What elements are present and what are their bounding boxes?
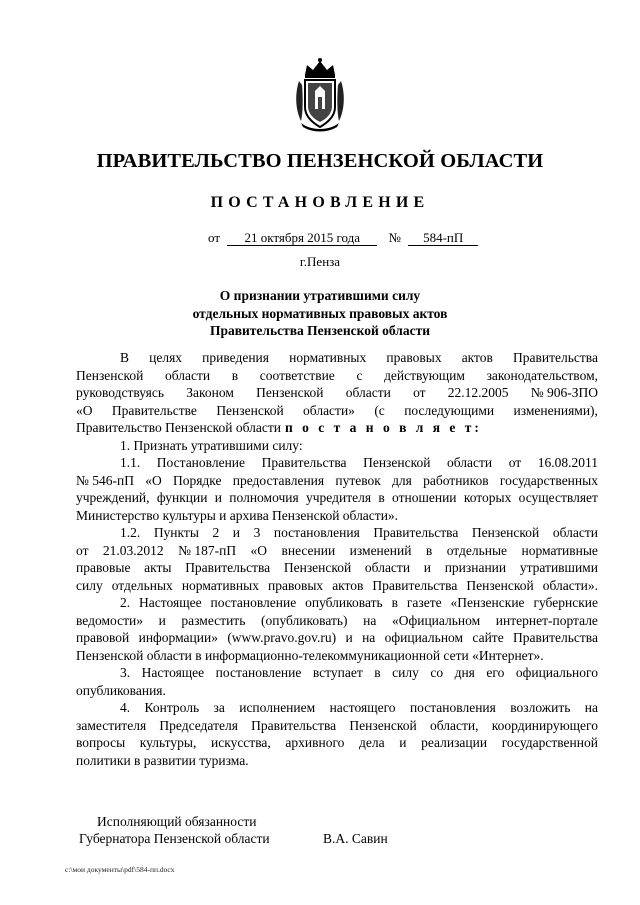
word: Председателя	[159, 717, 238, 733]
word: акты	[144, 560, 172, 575]
date-prefix: от	[208, 230, 221, 245]
word: области».	[542, 577, 598, 593]
number-prefix: №	[388, 230, 401, 245]
word: Пензенской	[471, 525, 540, 540]
paragraph-line	[76, 559, 598, 577]
paragraph-line	[76, 717, 598, 735]
word: изменениями),	[513, 402, 598, 418]
word: и	[345, 630, 353, 645]
paragraph-line	[76, 507, 598, 525]
item-1	[76, 437, 598, 455]
word: и	[232, 525, 240, 540]
paragraph-line	[76, 682, 598, 700]
word: постановление	[210, 595, 297, 610]
item-3	[76, 664, 598, 699]
paragraph-line	[76, 367, 598, 385]
word: Правительства	[373, 525, 459, 540]
word: области,	[430, 717, 479, 733]
word: Пензенской	[349, 717, 417, 733]
coat-of-arms-icon	[293, 57, 347, 133]
paragraph-line	[76, 419, 598, 437]
word: сайте	[472, 630, 504, 645]
resolution-verb: п о с т а н о в л я е т:	[285, 420, 482, 435]
word: отдельные	[446, 542, 508, 558]
word: 22.12.2005	[447, 385, 509, 400]
word: изменений	[349, 542, 412, 558]
word: работников	[423, 472, 489, 488]
word: предоставления	[232, 472, 325, 488]
word: 1.1.	[120, 455, 141, 470]
word: функции	[156, 490, 208, 505]
word: государственных	[499, 472, 598, 488]
paragraph-text: 1. Признать утратившими силу:	[120, 437, 303, 453]
word: правовые	[76, 560, 131, 575]
word: осуществляет	[518, 490, 598, 505]
paragraph-line	[76, 524, 598, 542]
word: интернет-портале	[495, 612, 598, 628]
word: ведомости»	[76, 612, 143, 628]
word: № 906-ЗПО	[530, 385, 598, 400]
word: 4.	[120, 700, 131, 715]
word: действующим	[384, 367, 465, 383]
word: области	[447, 455, 493, 470]
word: 2	[212, 525, 220, 540]
word: постановления	[273, 525, 360, 540]
word: области»	[303, 402, 355, 418]
word: руководствуясь	[76, 385, 165, 400]
paragraph-text: политики в развитии туризма.	[76, 752, 249, 768]
signatory-title: Губернатора Пензенской области	[79, 831, 270, 846]
word: актов	[461, 350, 493, 365]
file-path-footer: c:\мои документы\pdf\584-пп.docx	[65, 865, 175, 874]
item-1-1	[76, 454, 598, 524]
paragraph-line	[76, 542, 598, 560]
word: (опубликовать)	[260, 612, 348, 628]
word: (www.pravo.gov.ru)	[227, 630, 337, 645]
word: вступает	[312, 665, 363, 680]
word: которых	[463, 490, 512, 505]
word: в	[374, 665, 381, 680]
paragraph-line	[76, 402, 598, 420]
paragraph-line	[76, 612, 598, 630]
word: области	[345, 385, 391, 400]
word: соответствие	[259, 367, 335, 383]
word: Пензенской	[283, 560, 352, 575]
word: Контроль	[144, 700, 200, 715]
subject-line: О признании утратившими силу	[219, 288, 421, 303]
word: для	[392, 472, 412, 488]
paragraph-line	[76, 349, 598, 367]
preamble-paragraph	[76, 349, 598, 437]
word: с	[356, 367, 363, 383]
word: 21.03.2012	[102, 542, 164, 558]
city: г.Пенза	[299, 254, 341, 269]
subject-line: отдельных нормативных правовых актов	[192, 305, 448, 321]
paragraph-text: опубликования.	[76, 682, 166, 698]
word: приведения	[202, 350, 269, 365]
word: координирующего	[491, 717, 598, 733]
word: законодательством,	[486, 367, 598, 383]
word: и	[423, 560, 431, 575]
word: области	[164, 367, 211, 383]
word: от	[413, 385, 426, 400]
word: правовых	[386, 350, 442, 365]
word: последующими	[404, 402, 495, 418]
document-type: ПОСТАНОВЛЕНИЕ	[210, 194, 430, 211]
word: № 187-пП	[178, 542, 237, 558]
paragraph-line	[76, 454, 598, 472]
word: путевок	[335, 472, 381, 488]
word: Пензенской	[256, 385, 324, 400]
word: реализации	[421, 735, 488, 750]
word: дела	[359, 735, 385, 750]
paragraph-line	[76, 734, 598, 752]
word: Порядке	[172, 472, 222, 488]
word: опубликовать	[305, 595, 383, 610]
document-number: 584-пП	[408, 230, 478, 246]
word: целях	[149, 350, 183, 365]
signatory-position: Исполняющий обязанности	[97, 814, 257, 829]
word: искусства,	[210, 735, 271, 750]
word: за	[213, 700, 225, 715]
word: В	[120, 350, 130, 365]
word: Законом	[186, 385, 234, 400]
word: «О	[145, 472, 162, 488]
word: в	[391, 595, 398, 610]
item-4	[76, 699, 598, 769]
word: заместителя	[76, 717, 147, 733]
word: и	[399, 735, 407, 750]
subject-line: Правительства Пензенской области	[209, 323, 431, 338]
word: № 546-пП	[76, 472, 134, 488]
item-1-2	[76, 524, 598, 594]
word: отдельных	[111, 577, 173, 593]
word: учреждений,	[76, 490, 150, 505]
word: признании	[444, 560, 507, 575]
word: «Пензенские	[450, 595, 525, 610]
word: официальном	[384, 630, 464, 645]
paragraph-text: Министерство культуры и архива Пензенской области».	[76, 507, 399, 523]
word: утратившими	[519, 560, 598, 575]
word: и	[214, 490, 222, 505]
paragraph-line	[76, 489, 598, 507]
word: государственной	[501, 735, 598, 750]
word: внесении	[281, 542, 336, 558]
word: 3	[253, 525, 261, 540]
word: 1.2.	[120, 525, 141, 540]
word: нормативных	[181, 577, 259, 593]
word: отношении	[392, 490, 457, 505]
paragraph-line	[76, 699, 598, 717]
word: Постановление	[156, 455, 246, 470]
word: Правительства	[513, 630, 598, 645]
document-subject	[0, 287, 640, 340]
word: 2.	[120, 595, 131, 610]
word: Пункты	[153, 525, 199, 540]
word: Правительстве	[111, 402, 197, 418]
word: правовых	[267, 577, 324, 593]
word: и	[158, 612, 166, 628]
word: «О	[76, 402, 93, 418]
word: области	[552, 525, 598, 540]
word: его	[486, 665, 505, 680]
word: силу	[392, 665, 419, 680]
word: «О	[250, 542, 268, 558]
word: газете	[406, 595, 442, 610]
word: разместить	[181, 612, 246, 628]
word: (с	[374, 402, 385, 418]
signatory-name: В.А. Савин	[323, 831, 388, 846]
paragraph-line	[76, 594, 598, 612]
word: вопросы	[76, 735, 126, 750]
word: архивного	[285, 735, 345, 750]
word: 16.08.2011	[537, 455, 598, 470]
word: от	[76, 542, 89, 558]
word: Настоящее	[139, 595, 202, 610]
word: информации»	[138, 630, 218, 645]
word: правовой	[76, 630, 130, 645]
word: учредителя	[306, 490, 372, 505]
word: культуры,	[139, 735, 197, 750]
word: на	[363, 612, 377, 628]
word: нормативных	[289, 350, 367, 365]
word: «Официальном	[391, 612, 481, 628]
word: Правительства	[372, 577, 458, 593]
word: официального	[515, 665, 598, 680]
paragraph-line	[76, 629, 598, 647]
word: Правительства	[261, 455, 347, 470]
government-title: ПРАВИТЕЛЬСТВО ПЕНЗЕНСКОЙ ОБЛАСТИ	[96, 150, 544, 172]
word: настоящего	[329, 700, 396, 715]
word: Правительства	[251, 717, 337, 733]
item-2	[76, 594, 598, 664]
word: постановления	[409, 700, 496, 715]
word: возложить	[510, 700, 571, 715]
word: Пензенской	[216, 402, 284, 418]
paragraph-line	[76, 384, 598, 402]
word: от	[508, 455, 522, 470]
word: 3.	[120, 665, 131, 680]
word: дня	[454, 665, 475, 680]
paragraph-text: Пензенской области в информационно-телекоммуникационной сети «Интернет».	[76, 647, 544, 663]
paragraph-line	[76, 752, 598, 770]
word: Пензенской	[466, 577, 534, 593]
word: в	[231, 367, 239, 383]
word: исполнением	[239, 700, 316, 715]
word: со	[430, 665, 444, 680]
word: в	[425, 542, 433, 558]
word: области	[364, 560, 411, 575]
word: Пензенской	[76, 367, 144, 383]
word: Правительства	[513, 350, 598, 365]
paragraph-line	[76, 647, 598, 665]
word: на	[584, 700, 598, 715]
word: в	[378, 490, 385, 505]
paragraph-text: Правительство Пензенской области	[76, 420, 282, 435]
date-number-line	[208, 230, 478, 246]
word: силу	[76, 577, 103, 593]
word: губернские	[533, 595, 598, 610]
word: нормативные	[521, 542, 598, 558]
paragraph-line	[76, 577, 598, 595]
paragraph-line	[76, 472, 598, 490]
word: Правительства	[185, 560, 271, 575]
paragraph-line	[76, 664, 598, 682]
word: Пензенской	[363, 455, 431, 470]
word: актов	[332, 577, 364, 593]
word: Настоящее	[141, 665, 205, 680]
word: постановление	[215, 665, 302, 680]
document-body	[76, 349, 598, 769]
word: на	[362, 630, 376, 645]
document-date: 21 октября 2015 года	[227, 230, 377, 246]
word: полномочия	[229, 490, 299, 505]
